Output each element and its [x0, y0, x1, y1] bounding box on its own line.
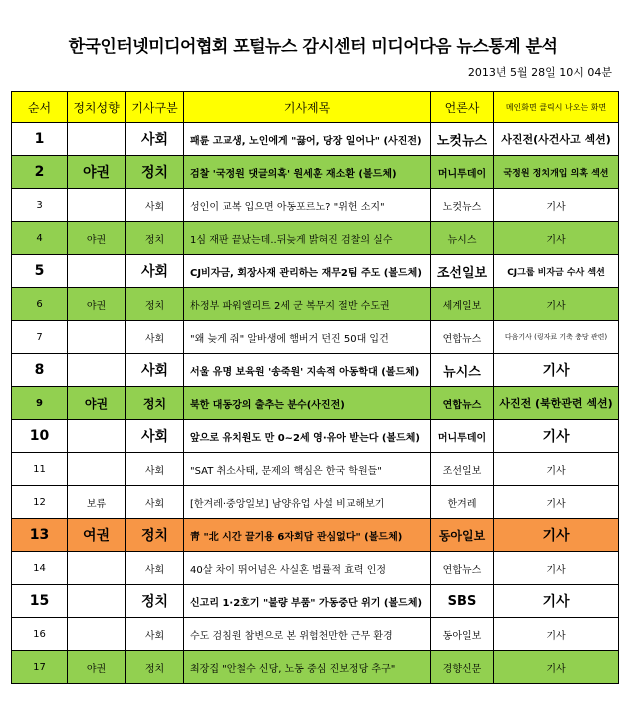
- cell-seq: 7: [12, 321, 68, 354]
- cell-category: 정치: [126, 387, 184, 420]
- cell-political: 여권: [68, 519, 126, 552]
- table-row: [12, 189, 619, 222]
- cell-display: 기사: [494, 651, 619, 684]
- cell-headline: 북한 대동강의 출추는 분수(사진전): [184, 387, 431, 420]
- cell-headline: 검찰 '국정원 댓글의혹' 원세훈 재소환 (볼드체): [184, 156, 431, 189]
- cell-political: [68, 255, 126, 288]
- cell-seq: 1: [12, 123, 68, 156]
- cell-press: 머니투데이: [431, 156, 494, 189]
- cell-press: 동아일보: [431, 618, 494, 651]
- cell-political: 야권: [68, 387, 126, 420]
- cell-category: 사회: [126, 255, 184, 288]
- cell-headline: "왜 늦게 줘" 알바생에 햄버거 던진 50대 입건: [184, 321, 431, 354]
- cell-headline: 성인이 교복 입으면 아동포르노? "위헌 소지": [184, 189, 431, 222]
- cell-category: 정치: [126, 585, 184, 618]
- cell-seq: 11: [12, 453, 68, 486]
- cell-political: [68, 189, 126, 222]
- table-row: [12, 552, 619, 585]
- cell-press: SBS: [431, 585, 494, 618]
- cell-display: 기사: [494, 519, 619, 552]
- cell-press: 조선일보: [431, 255, 494, 288]
- cell-press: 노컷뉴스: [431, 189, 494, 222]
- cell-category: 사회: [126, 354, 184, 387]
- cell-press: 연합뉴스: [431, 321, 494, 354]
- cell-display: 국정원 정치개입 의혹 섹션: [494, 156, 619, 189]
- cell-seq: 6: [12, 288, 68, 321]
- header-row: [12, 92, 619, 123]
- cell-political: [68, 321, 126, 354]
- table-row: [12, 651, 619, 684]
- cell-seq: 17: [12, 651, 68, 684]
- cell-press: 한겨레: [431, 486, 494, 519]
- cell-political: 야권: [68, 651, 126, 684]
- table-row: [12, 519, 619, 552]
- cell-headline: [한겨레·중앙일보] 남양유업 사설 비교해보기: [184, 486, 431, 519]
- cell-political: 야권: [68, 288, 126, 321]
- header-category: 기사구분: [126, 92, 184, 123]
- cell-display: 기사: [494, 420, 619, 453]
- cell-press: 세계일보: [431, 288, 494, 321]
- table-row: [12, 486, 619, 519]
- table-row: [12, 420, 619, 453]
- page-title: 한국인터넷미디어협회 포털뉴스 감시센터 미디어다음 뉴스통계 분석: [68, 37, 558, 57]
- table-row: [12, 288, 619, 321]
- cell-political: [68, 420, 126, 453]
- cell-category: 사회: [126, 618, 184, 651]
- cell-political: [68, 123, 126, 156]
- cell-political: 보류: [68, 486, 126, 519]
- cell-seq: 12: [12, 486, 68, 519]
- cell-headline: 1심 재판 끝났는데..뒤늦게 밝혀진 검찰의 실수: [184, 222, 431, 255]
- cell-category: 사회: [126, 486, 184, 519]
- cell-display: 기사: [494, 189, 619, 222]
- cell-headline: 앞으로 유치원도 만 0~2세 영·유아 받는다 (볼드체): [184, 420, 431, 453]
- cell-political: [68, 552, 126, 585]
- table-row: [12, 585, 619, 618]
- cell-category: 정치: [126, 222, 184, 255]
- cell-category: 사회: [126, 453, 184, 486]
- cell-headline: 서울 유명 보육원 '송죽원' 지속적 아동학대 (볼드체): [184, 354, 431, 387]
- cell-display: 기사: [494, 552, 619, 585]
- cell-press: 경향신문: [431, 651, 494, 684]
- cell-press: 동아일보: [431, 519, 494, 552]
- cell-seq: 4: [12, 222, 68, 255]
- cell-seq: 9: [12, 387, 68, 420]
- cell-headline: CJ비자금, 회장사재 관리하는 재무2팀 주도 (볼드체): [184, 255, 431, 288]
- table-row: [12, 354, 619, 387]
- cell-headline: 신고리 1·2호기 "불량 부품" 가동중단 위기 (볼드체): [184, 585, 431, 618]
- table-row: [12, 255, 619, 288]
- cell-headline: 수도 검침원 참변으로 본 위험천만한 근무 환경: [184, 618, 431, 651]
- cell-display: 기사: [494, 222, 619, 255]
- cell-political: [68, 618, 126, 651]
- cell-press: 노컷뉴스: [431, 123, 494, 156]
- timestamp: 2013년 5월 28일 10시 04분: [467, 66, 612, 79]
- table-row: [12, 222, 619, 255]
- cell-display: 다음기사 (링자료 기축 충당 관련): [494, 321, 619, 354]
- cell-category: 사회: [126, 420, 184, 453]
- cell-seq: 16: [12, 618, 68, 651]
- header-headline: 기사제목: [184, 92, 431, 123]
- cell-display: 기사: [494, 354, 619, 387]
- cell-seq: 13: [12, 519, 68, 552]
- cell-category: 사회: [126, 552, 184, 585]
- header-display: 메인화면 클릭시 나오는 화면: [494, 92, 619, 123]
- table-row: [12, 123, 619, 156]
- header-press: 언론사: [431, 92, 494, 123]
- cell-category: 사회: [126, 123, 184, 156]
- cell-headline: "SAT 취소사태, 문제의 핵심은 한국 학원들": [184, 453, 431, 486]
- cell-press: 머니투데이: [431, 420, 494, 453]
- news-stats-table: [11, 91, 619, 684]
- cell-headline: 40살 차이 뛰어넘은 사실혼 법률적 효력 인정: [184, 552, 431, 585]
- table-row: [12, 453, 619, 486]
- cell-headline: 靑 "北 시간 끌기용 6자회담 관심없다" (볼드체): [184, 519, 431, 552]
- header-seq: 순서: [12, 92, 68, 123]
- cell-category: 정치: [126, 651, 184, 684]
- cell-category: 정치: [126, 288, 184, 321]
- table-row: [12, 618, 619, 651]
- header-political: 정치성향: [68, 92, 126, 123]
- cell-headline: 朴정부 파워엘리트 2세 군 복무지 절반 수도권: [184, 288, 431, 321]
- cell-display: 사진전(사건사고 섹션): [494, 123, 619, 156]
- cell-political: 야권: [68, 156, 126, 189]
- cell-display: 기사: [494, 453, 619, 486]
- cell-category: 정치: [126, 519, 184, 552]
- cell-press: 뉴시스: [431, 354, 494, 387]
- cell-display: 기사: [494, 585, 619, 618]
- cell-display: 기사: [494, 288, 619, 321]
- cell-category: 사회: [126, 321, 184, 354]
- cell-political: [68, 585, 126, 618]
- cell-display: 기사: [494, 618, 619, 651]
- cell-display: 사진전 (북한관련 섹션): [494, 387, 619, 420]
- cell-press: 조선일보: [431, 453, 494, 486]
- cell-seq: 15: [12, 585, 68, 618]
- cell-display: CJ그룹 비자금 수사 섹션: [494, 255, 619, 288]
- cell-political: [68, 453, 126, 486]
- cell-seq: 3: [12, 189, 68, 222]
- cell-political: [68, 354, 126, 387]
- table-row: [12, 156, 619, 189]
- cell-political: 야권: [68, 222, 126, 255]
- cell-seq: 10: [12, 420, 68, 453]
- cell-press: 연합뉴스: [431, 552, 494, 585]
- cell-category: 정치: [126, 156, 184, 189]
- cell-press: 뉴시스: [431, 222, 494, 255]
- cell-seq: 8: [12, 354, 68, 387]
- cell-headline: 패륜 고교생, 노인에게 "끓어, 당장 일어나" (사진전): [184, 123, 431, 156]
- table-row: [12, 321, 619, 354]
- cell-headline: 최장집 "안철수 신당, 노동 중심 진보정당 추구": [184, 651, 431, 684]
- table-row: [12, 387, 619, 420]
- cell-seq: 5: [12, 255, 68, 288]
- cell-seq: 2: [12, 156, 68, 189]
- cell-display: 기사: [494, 486, 619, 519]
- cell-seq: 14: [12, 552, 68, 585]
- cell-category: 사회: [126, 189, 184, 222]
- cell-press: 연합뉴스: [431, 387, 494, 420]
